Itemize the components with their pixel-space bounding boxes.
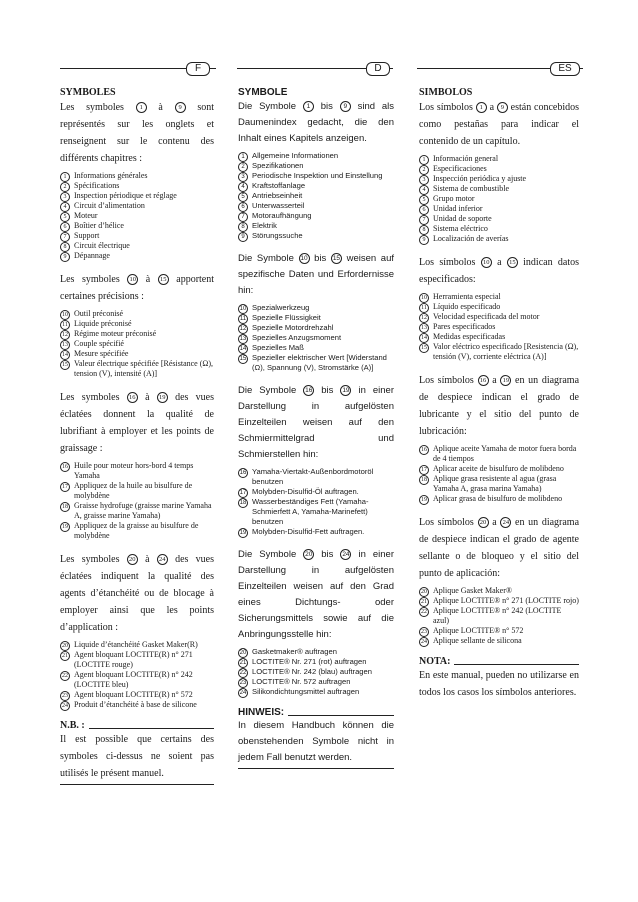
intro-paragraph: Les symboles 1 à 9 sont représentés sur les onglets et renseignent sur le contenu des différents chapitres : [60, 102, 215, 164]
list-item: 24 Silikondichtungsmittel auftragen [239, 687, 360, 696]
list-item: 5 Moteur [60, 211, 214, 221]
list-item: 14 Mesure spécifiée [62, 349, 129, 358]
list-item: 18 Aplique grasa resistente al agua (grasa Yamaha A, grasa marina Yamaha) [421, 474, 557, 493]
list-item: 6 Boîtier d’hélice [60, 221, 214, 231]
list-item: 11 Spezielle Flüssigkeit [239, 313, 321, 322]
sealant-symbol-list [238, 647, 394, 697]
list-item: 13 Couple spécifié [62, 339, 124, 348]
list-item: 8 Circuit électrique [60, 241, 214, 251]
lang-tag-f: F [186, 62, 210, 76]
list-item: 2 Spécifications [60, 181, 214, 191]
lubricant-symbol-list [419, 444, 579, 504]
list-item: 1 Información general [419, 154, 579, 164]
note-heading: HINWEIS: [238, 707, 394, 718]
list-item: 15 Spezieller elektrischer Wert [Widerstand (Ω), Spannung (V), Stromstärke (A)] [239, 353, 387, 372]
list-item: 15 Valeur électrique spécifiée [Résistance (Ω), tension (V), intensité (A)] [62, 359, 213, 378]
note-text: In diesem Handbuch können die obenstehenden Symbole nicht in jedem Fall benutzt werden. [238, 720, 394, 763]
list-item: 23 LOCTITE® Nr. 572 auftragen [239, 677, 351, 686]
list-item: 16 Aplique aceite Yamaha de motor fuera borda de 4 tiempos [421, 444, 577, 463]
lang-tag-es: ES [550, 62, 580, 76]
data-symbols-paragraph: Les symboles 10 à 15 apportent certaines précisions : [60, 274, 215, 302]
list-item: 11 Líquido especificado [419, 302, 579, 312]
list-item: 8 Elektrik [238, 221, 394, 231]
list-item: 4 Circuit d’alimentation [60, 201, 214, 211]
list-item: 13 Pares especificados [421, 322, 496, 331]
intro-paragraph: Die Symbole 1 bis 9 sind als Daumenindex gedacht, die den Inhalt eines Kapitels anzeigen. [238, 101, 395, 144]
list-item: 14 Medidas especificadas [421, 332, 506, 341]
note-bottom-rule [238, 768, 394, 769]
section-title: SIMBOLOS [419, 87, 473, 98]
list-item: 1 Allgemeine Informationen [238, 151, 394, 161]
list-item: 7 Unidad de soporte [419, 214, 579, 224]
data-symbol-list [60, 309, 214, 379]
list-item: 20 Aplique Gasket Maker® [421, 586, 512, 595]
list-item: 5 Grupo motor [419, 194, 579, 204]
list-item: 3 Inspection périodique et réglage [60, 191, 214, 201]
list-item: 9 Störungssuche [238, 231, 394, 241]
lubricant-symbols-paragraph: Los símbolos 16 a 19 en un diagrama de despiece indican el grado de lubricante y el sitio del punto de lubricación: [419, 375, 580, 437]
lang-tag-d: D [366, 62, 390, 76]
list-item: 3 Inspección periódica y ajuste [419, 174, 579, 184]
list-item: 21 LOCTITE® Nr. 271 (rot) auftragen [239, 657, 367, 666]
list-item: 6 Unterwasserteil [238, 201, 394, 211]
list-item: 16 Huile pour moteur hors-bord 4 temps Yamaha [62, 461, 194, 480]
list-item: 2 Spezifikationen [238, 161, 394, 171]
list-item: 10 Outil préconisé [62, 309, 124, 318]
chapter-symbol-list [419, 154, 579, 244]
sealant-symbol-list [60, 640, 214, 710]
list-item: 17 Molybden-Disulfid-Öl auftragen. [239, 487, 359, 496]
list-item: 9 Dépannage [60, 251, 214, 261]
note-text: Il est possible que certains des symboles ci-dessus ne soient pas utilisés le présent manuel. [60, 734, 214, 779]
list-item: 17 Aplicar aceite de bisulfuro de molibdeno [421, 464, 564, 473]
data-symbol-list [419, 292, 579, 362]
list-item: 12 Velocidad especificada del motor [421, 312, 540, 321]
list-item: 1 Informations générales [60, 171, 214, 181]
list-item: 11 Liquide préconisé [60, 319, 214, 329]
chapter-symbol-list [60, 171, 214, 261]
column-german [238, 86, 394, 769]
list-item: 16 Yamaha-Viertakt-Außenbordmotoröl benutzen [239, 467, 374, 486]
data-symbol-list [238, 303, 394, 373]
data-symbols-paragraph: Los símbolos 10 a 15 indican datos especificados: [419, 257, 579, 285]
lubricant-symbols-paragraph: Die Symbole 16 bis 19 in einer Darstellung in aufgelösten Einzelteilen weisen auf den Schmiermittelgrad und Schmierstellen hin: [238, 385, 394, 460]
note-text: En este manual, pueden no utilizarse en todos los casos los símbolos anteriores. [419, 670, 579, 698]
list-item: 2 Especificaciones [419, 164, 579, 174]
list-item: 12 Régime moteur préconisé [62, 329, 157, 338]
list-item: 9 Localización de averías [419, 234, 579, 244]
list-item: 4 Sistema de combustible [419, 184, 579, 194]
list-item: 22 Agent bloquant LOCTITE(R) n° 242 (LOCTITE bleu) [62, 670, 193, 689]
list-item: 24 Aplique sellante de silicona [421, 636, 522, 645]
list-item: 4 Kraftstoffanlage [238, 181, 394, 191]
list-item: 24 Produit d’étanchéité à base de silicone [62, 700, 197, 709]
list-item: 10 Herramienta especial [421, 292, 501, 301]
sealant-symbol-list [419, 586, 579, 646]
list-item: 7 Motoraufhängung [238, 211, 394, 221]
list-item: 15 Valor eléctrico especificado [Resistencia (Ω), tensión (V), corriente eléctrica (A)] [421, 342, 579, 361]
list-item: 22 Aplique LOCTITE® n° 242 (LOCTITE azul) [421, 606, 562, 625]
list-item: 12 Spezielle Motordrehzahl [239, 323, 334, 332]
list-item: 23 Aplique LOCTITE® n° 572 [421, 626, 524, 635]
list-item: 19 Aplicar grasa de bisulfuro de molibdeno [421, 494, 563, 503]
list-item: 23 Agent bloquant LOCTITE(R) n° 572 [62, 690, 193, 699]
chapter-symbol-list [238, 151, 394, 241]
intro-paragraph: Los símbolos 1 a 9 están concebidos como pestañas para indicar el contenido de un capítulo. [419, 102, 579, 147]
column-french [60, 86, 214, 785]
list-item: 20 Gasketmaker® auftragen [239, 647, 337, 656]
list-item: 19 Molybden-Disulfid-Fett auftragen. [239, 527, 365, 536]
list-item: 14 Spezielles Maß [239, 343, 304, 352]
note-heading: NOTA: [419, 656, 579, 667]
list-item: 18 Wasserbeständiges Fett (Yamaha-Schmierfett A, Yamaha-Marinefett) benutzen [239, 497, 369, 526]
note-bottom-rule [60, 784, 214, 785]
section-title: SYMBOLE [238, 87, 288, 98]
list-item: 22 LOCTITE® Nr. 242 (blau) auftragen [239, 667, 372, 676]
sealant-symbols-paragraph: Los símbolos 20 a 24 en un diagrama de despiece indican el grado de agente sellante o de bloqueo y el sitio del punto de aplicación: [419, 517, 580, 579]
list-item: 21 Aplique LOCTITE® n° 271 (LOCTITE rojo) [421, 596, 579, 605]
list-item: 20 Liquide d’étanchéité Gasket Maker(R) [62, 640, 198, 649]
list-item: 5 Antriebseinheit [238, 191, 394, 201]
list-item: 19 Appliquez de la graisse au bisulfure de molybdène [62, 521, 199, 540]
list-item: 13 Spezielles Anzugsmoment [239, 333, 342, 342]
lubricant-symbols-paragraph: Les symboles 16 à 19 des vues éclatées donnent la qualité de lubrifiant à employer et les points de graissage : [60, 392, 215, 454]
section-title: SYMBOLES [60, 87, 116, 98]
list-item: 6 Unidad inferior [419, 204, 579, 214]
sealant-symbols-paragraph: Les symboles 20 à 24 des vues éclatées indiquent la qualité des agents d’étanchéité ou de blocage à employer ainsi que les points d’application : [60, 554, 215, 633]
list-item: 8 Sistema eléctrico [419, 224, 579, 234]
list-item: 21 Agent bloquant LOCTITE(R) n° 271 (LOCTITE rouge) [62, 650, 193, 669]
list-item: 18 Graisse hydrofuge (graisse marine Yamaha A, graisse marine Yamaha) [62, 501, 212, 520]
lubricant-symbol-list [60, 461, 214, 541]
list-item: 3 Periodische Inspektion und Einstellung [238, 171, 394, 181]
lubricant-symbol-list [238, 467, 394, 537]
column-spanish [419, 86, 579, 701]
list-item: 7 Support [60, 231, 214, 241]
list-item: 10 Spezialwerkzeug [239, 303, 310, 312]
list-item: 17 Appliquez de la huile au bisulfure de molybdène [62, 481, 193, 500]
sealant-symbols-paragraph: Die Symbole 20 bis 24 in einer Darstellung in aufgelösten Einzelteilen weisen auf den Grad eines Dichtungs- oder Sicherungsmittels sowie auf die Anbringungsstelle hin: [238, 549, 394, 640]
note-heading: N.B. : [60, 720, 214, 731]
data-symbols-paragraph: Die Symbole 10 bis 15 weisen auf spezifische Daten und Erfordernisse hin: [238, 253, 394, 296]
